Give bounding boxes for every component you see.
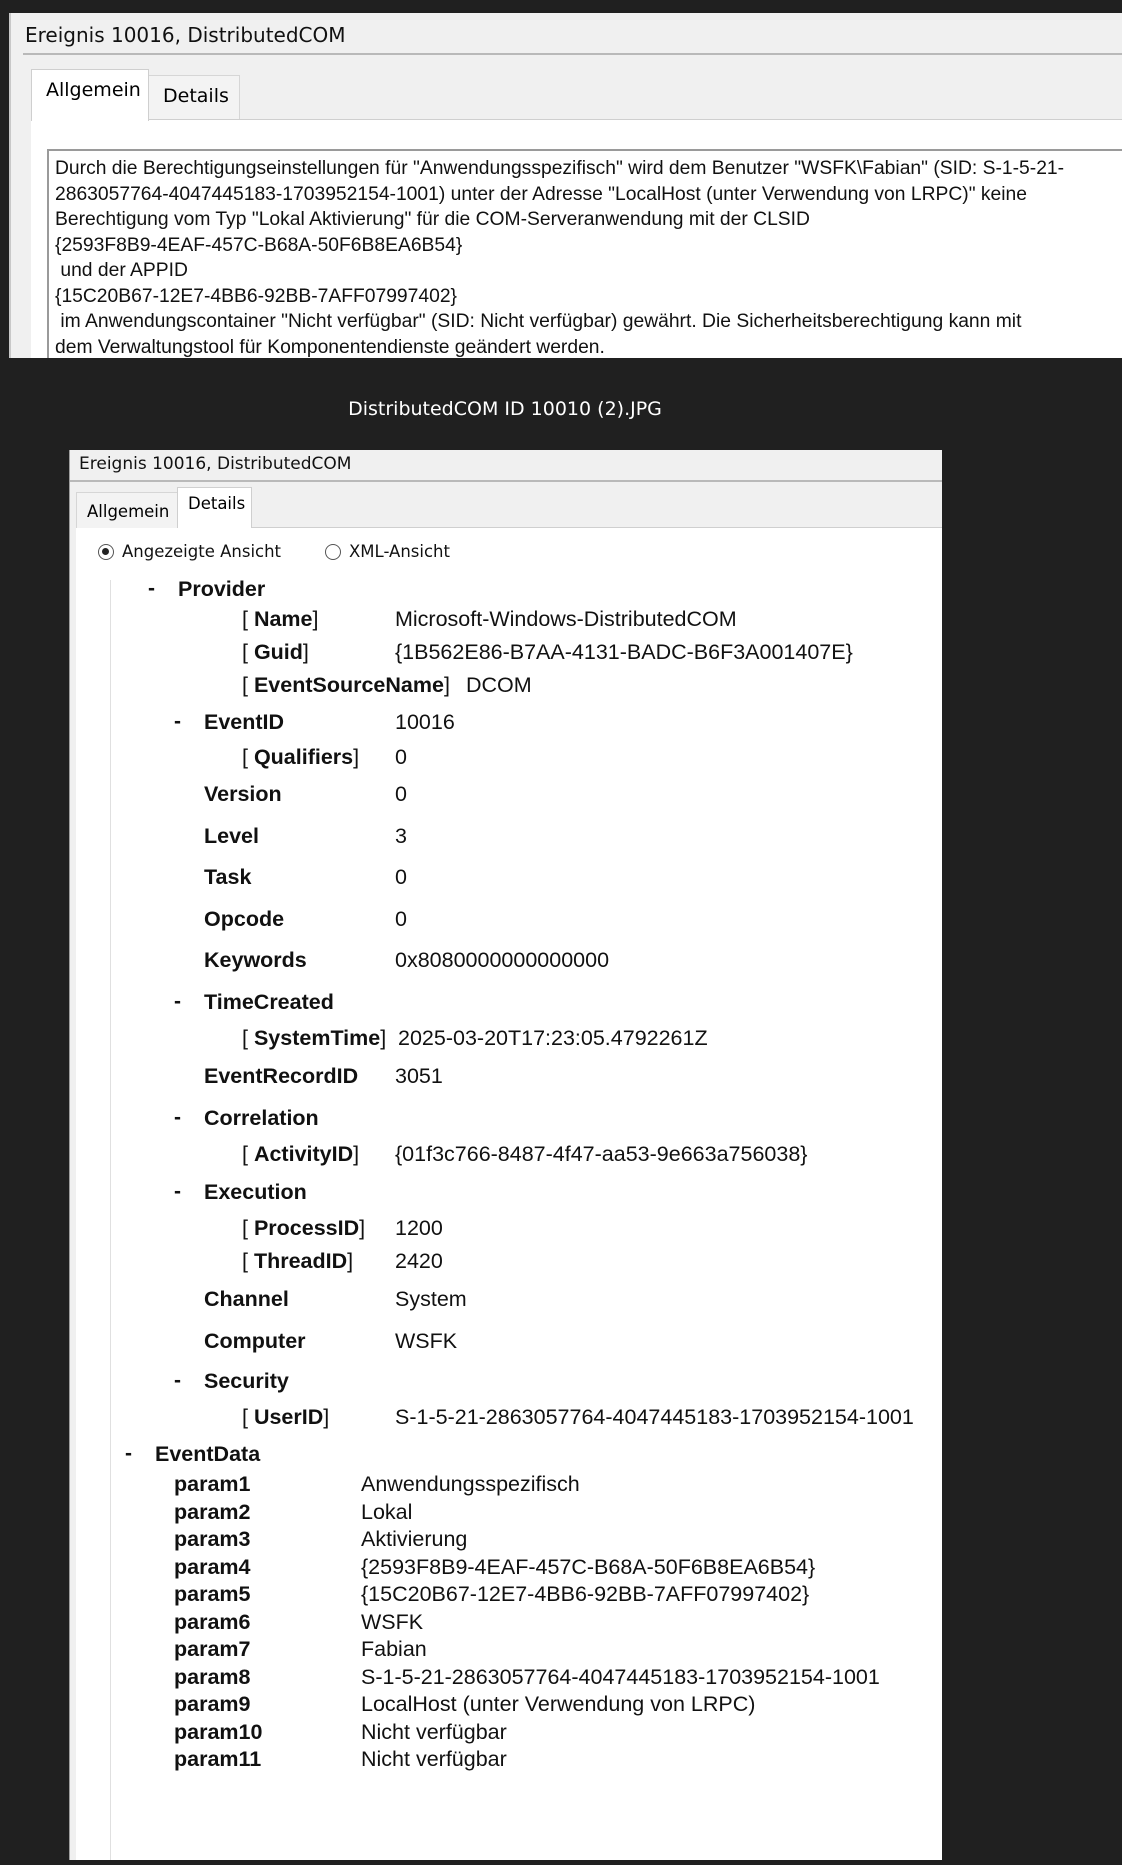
eventdata-param-name: param1	[174, 1472, 251, 1496]
collapse-icon[interactable]: -	[125, 1442, 132, 1465]
eventdata-param-value: S-1-5-21-2863057764-4047445183-1703952154-1001	[361, 1664, 880, 1689]
eventdata-param-value: Aktivierung	[361, 1527, 468, 1551]
eventdata-param-name: param3	[174, 1527, 251, 1551]
eventdata-param-name: param7	[174, 1637, 251, 1661]
radio-unselected-icon	[325, 544, 341, 560]
field-opcode-value: 0	[395, 907, 407, 931]
eventdata-param-value: Fabian	[361, 1637, 427, 1661]
collapse-icon[interactable]: -	[174, 1180, 181, 1203]
eventdata-param-value: Nicht verfügbar	[361, 1747, 507, 1771]
eventdata-param-value: {2593F8B9-4EAF-457C-B68A-50F6B8EA6B54}	[361, 1554, 816, 1579]
tree-node-eventdata[interactable]: - EventData	[125, 1442, 261, 1466]
radio-xml-ansicht[interactable]	[325, 542, 450, 561]
attr-systemtime: [ SystemTime]	[242, 1026, 387, 1050]
attr-name: [ Name]	[242, 607, 319, 631]
attr-systemtime-value: 2025-03-20T17:23:05.4792261Z	[398, 1026, 708, 1050]
eventdata-param-value: {15C20B67-12E7-4BB6-92BB-7AFF07997402}	[361, 1582, 810, 1606]
attr-threadid-value: 2420	[395, 1249, 443, 1273]
image-caption: DistributedCOM ID 10010 (2).JPG	[348, 398, 662, 420]
field-eventrecordid-value: 3051	[395, 1064, 443, 1088]
attr-eventsourcename-value: DCOM	[466, 673, 532, 697]
attr-userid-value: S-1-5-21-2863057764-4047445183-1703952154-1001	[395, 1405, 914, 1429]
eventdata-param-name: param11	[174, 1747, 262, 1771]
attr-processid-value: 1200	[395, 1216, 443, 1240]
radio-label: Angezeigte Ansicht	[122, 542, 282, 561]
collapse-icon[interactable]: -	[174, 1369, 181, 1392]
tab-allgemein[interactable]: Allgemein	[31, 69, 149, 121]
eventdata-param-value: Nicht verfügbar	[361, 1719, 507, 1744]
event-properties-window-general	[9, 13, 1122, 358]
field-task-label: Task	[204, 865, 252, 889]
collapse-icon[interactable]: -	[174, 1106, 181, 1129]
eventdata-param-name: param10	[174, 1719, 263, 1744]
window-title: Ereignis 10016, DistributedCOM	[25, 23, 346, 47]
field-version-value: 0	[395, 782, 407, 806]
tree-node-security[interactable]: - Security	[174, 1369, 289, 1393]
tree-node-timecreated[interactable]: - TimeCreated	[174, 990, 334, 1014]
attr-name-value: Microsoft-Windows-DistributedCOM	[395, 607, 737, 631]
attr-processid: [ ProcessID]	[242, 1216, 366, 1240]
eventdata-param-name: param9	[174, 1692, 251, 1716]
field-keywords-label: Keywords	[204, 948, 307, 972]
eventdata-param-value: Anwendungsspezifisch	[361, 1472, 580, 1496]
attr-activityid: [ ActivityID]	[242, 1142, 360, 1166]
tree-node-execution[interactable]: - Execution	[174, 1180, 307, 1204]
eventdata-param-value: LocalHost (unter Verwendung von LRPC)	[361, 1692, 756, 1716]
collapse-icon[interactable]: -	[174, 710, 181, 733]
eventdata-param-name: param4	[174, 1554, 251, 1579]
eventdata-param-value: WSFK	[361, 1609, 424, 1634]
field-level-label: Level	[204, 824, 259, 848]
eventdata-param-name: param6	[174, 1609, 251, 1634]
field-opcode-label: Opcode	[204, 907, 285, 931]
collapse-icon[interactable]: -	[174, 990, 181, 1013]
attr-userid: [ UserID]	[242, 1405, 330, 1429]
eventdata-param-name: param2	[174, 1499, 251, 1524]
title-separator	[23, 53, 1122, 55]
eventdata-param-name: param8	[174, 1664, 251, 1689]
tree-node-eventid[interactable]: - EventID	[174, 710, 285, 734]
field-channel-value: System	[395, 1287, 467, 1311]
radio-label: XML-Ansicht	[349, 542, 450, 561]
event-description-text: Durch die Berechtigungseinstellungen für "Anwendungsspezifisch" wird dem Benutzer "WSFK\Fabian" (SID: S-1-5-21- 2863057764-4047445183-1703952154-1001) unter der Adresse "LocalHost (unter Verwendung von LRPC)" keine Berechtigung vom Typ "Lokal Aktivierung" für die COM-Serveranwendung mit der CLSID {2593F8B9-4EAF-457C-B68A-50F6B8EA6B54} und der APPID {15C20B67-12E7-4BB6-92BB-7AFF07997402} im Anwendungscontainer "Nicht verfügbar" (SID: Nicht verfügbar) gewährt. Die Sicherheitsberechtigung kann mit dem Verwaltungstool für Komponentendienste geändert werden.	[55, 158, 1065, 358]
eventdata-param-name: param5	[174, 1582, 251, 1606]
attr-qualifiers: [ Qualifiers]	[242, 745, 360, 769]
eventdata-param-value: Lokal	[361, 1499, 413, 1524]
field-task-value: 0	[395, 865, 407, 889]
field-computer-label: Computer	[204, 1329, 306, 1353]
tree-node-correlation[interactable]: - Correlation	[174, 1106, 319, 1130]
attr-guid-value: {1B562E86-B7AA-4131-BADC-B6F3A001407E}	[395, 640, 853, 664]
tree-node-provider[interactable]	[148, 578, 266, 602]
field-eventrecordid-label: EventRecordID	[204, 1064, 359, 1088]
tab-details[interactable]: Details	[177, 487, 252, 528]
tab-details[interactable]: Details	[148, 75, 240, 119]
title-separator	[70, 480, 942, 482]
eventid-value: 10016	[395, 710, 455, 734]
radio-angezeigte-ansicht[interactable]	[98, 542, 281, 561]
window-title: Ereignis 10016, DistributedCOM	[79, 454, 352, 474]
event-description-box[interactable]	[47, 149, 1122, 358]
field-computer-value: WSFK	[395, 1329, 458, 1353]
field-level-value: 3	[395, 824, 407, 848]
attr-guid: [ Guid]	[242, 640, 309, 664]
tab-allgemein[interactable]: Allgemein	[76, 492, 181, 528]
attr-eventsourcename: [ EventSourceName]	[242, 673, 450, 697]
field-version-label: Version	[204, 782, 282, 806]
event-details-content	[70, 578, 940, 1860]
attr-qualifiers-value: 0	[395, 745, 407, 769]
collapse-icon[interactable]: -	[148, 578, 155, 600]
field-channel-label: Channel	[204, 1287, 289, 1311]
attr-threadid: [ ThreadID]	[242, 1249, 354, 1273]
field-keywords-value: 0x8080000000000000	[395, 948, 610, 972]
attr-activityid-value: {01f3c766-8487-4f47-aa53-9e663a756038}	[395, 1142, 808, 1166]
node-label: Provider	[178, 578, 266, 601]
radio-selected-icon	[98, 544, 114, 560]
